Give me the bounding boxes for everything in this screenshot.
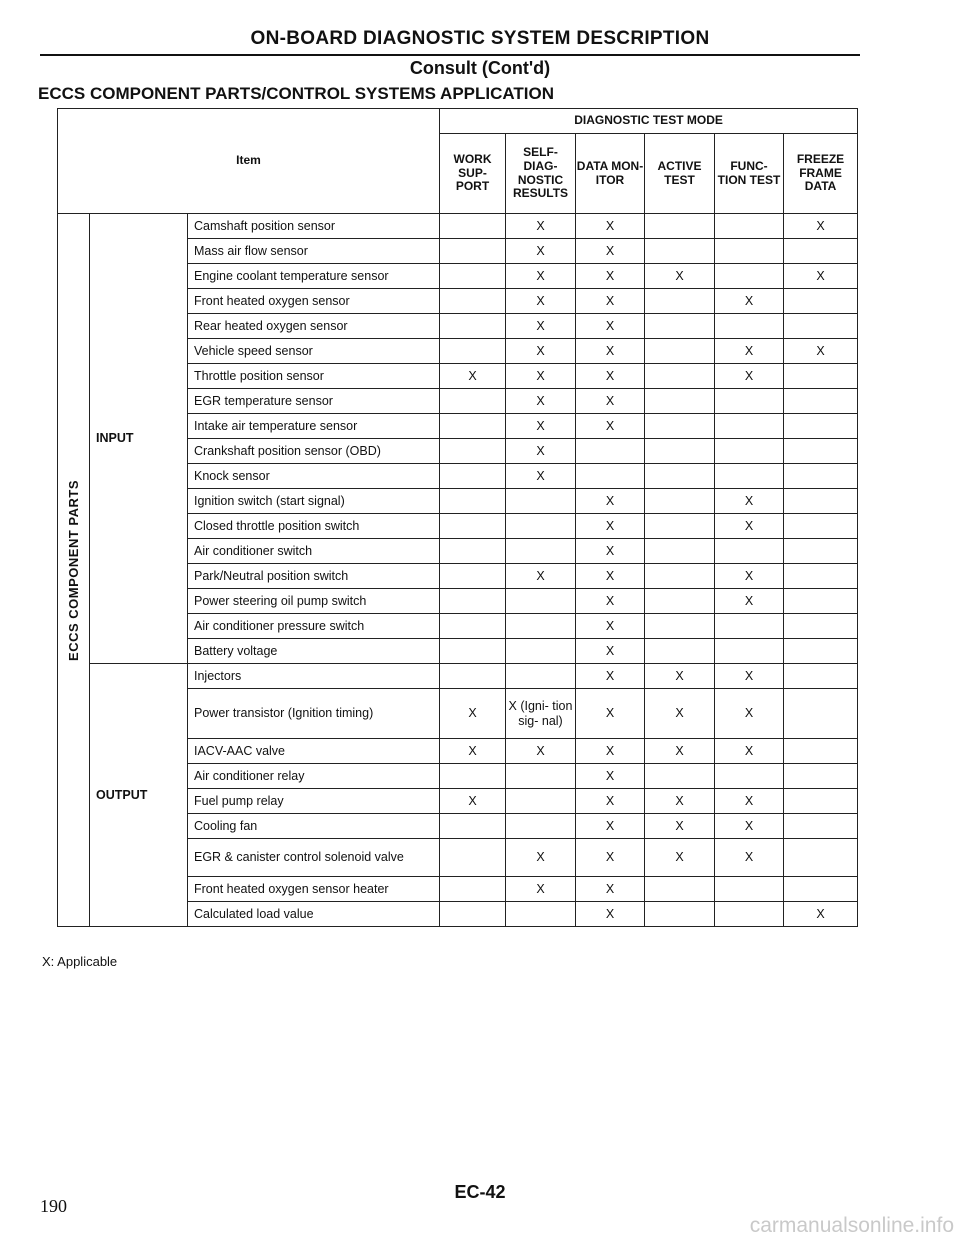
table-row [58,214,858,239]
mark-cell: X [506,877,576,902]
mark-cell [440,564,506,589]
mark-cell [645,364,715,389]
mark-cell [715,464,784,489]
mark-cell [645,902,715,927]
mark-cell: X [506,289,576,314]
mark-cell [784,814,858,839]
mark-cell [645,289,715,314]
item-name: Injectors [188,664,440,689]
item-name: Fuel pump relay [188,789,440,814]
mark-cell [440,877,506,902]
mark-cell: X [576,739,645,764]
mark-cell [784,877,858,902]
mode-header: DIAGNOSTIC TEST MODE [440,109,858,134]
mark-cell: X [576,289,645,314]
mark-cell [645,339,715,364]
mark-cell: X [784,902,858,927]
item-name: Air conditioner pressure switch [188,614,440,639]
mark-cell: X [506,314,576,339]
mark-cell: X [506,239,576,264]
mark-cell [784,839,858,877]
mark-cell: X [506,439,576,464]
mark-cell: X [576,314,645,339]
mark-cell [715,389,784,414]
mark-cell: X [576,489,645,514]
mark-cell: X [506,264,576,289]
group-label: INPUT [90,214,188,664]
item-name: Park/Neutral position switch [188,564,440,589]
mark-cell: X [506,414,576,439]
side-label: ECCS COMPONENT PARTS [65,479,81,661]
mark-cell: X (Igni- tion sig- nal) [506,689,576,739]
mark-cell [645,564,715,589]
mark-cell [440,264,506,289]
item-name: Camshaft position sensor [188,214,440,239]
mark-cell [645,489,715,514]
mark-cell: X [715,814,784,839]
mark-cell [506,814,576,839]
mark-cell: X [440,739,506,764]
mark-cell [645,414,715,439]
mark-cell [506,902,576,927]
mark-cell: X [506,214,576,239]
mark-cell [440,314,506,339]
mark-cell: X [645,264,715,289]
item-name: Air conditioner relay [188,764,440,789]
mark-cell: X [576,614,645,639]
mark-cell: X [506,564,576,589]
item-name: Intake air temperature sensor [188,414,440,439]
mark-cell: X [506,339,576,364]
mark-cell: X [576,664,645,689]
mark-cell: X [576,214,645,239]
column-header: DATA MON- ITOR [576,134,645,214]
page-number: 190 [40,1196,67,1216]
mark-cell: X [576,789,645,814]
item-name: Power transistor (Ignition timing) [188,689,440,739]
mark-cell [715,764,784,789]
mark-cell [506,489,576,514]
mark-cell [440,614,506,639]
mark-cell [440,839,506,877]
mark-cell: X [576,639,645,664]
item-name: Knock sensor [188,464,440,489]
mark-cell [506,589,576,614]
mark-cell: X [715,564,784,589]
mark-cell [715,239,784,264]
group-label: OUTPUT [90,664,188,927]
table-row [58,664,858,689]
mark-cell [784,789,858,814]
mark-cell: X [784,214,858,239]
mark-cell [715,639,784,664]
column-header: WORK SUP- PORT [440,134,506,214]
mark-cell: X [506,364,576,389]
mark-cell: X [576,564,645,589]
mark-cell [784,314,858,339]
mark-cell [784,439,858,464]
mark-cell: X [506,389,576,414]
mark-cell: X [440,689,506,739]
mark-cell [440,214,506,239]
title-rule [40,54,860,56]
mark-cell [784,739,858,764]
mark-cell [784,389,858,414]
mark-cell: X [645,689,715,739]
mark-cell: X [576,814,645,839]
column-header: SELF- DIAG- NOSTIC RESULTS [506,134,576,214]
mark-cell [440,589,506,614]
mark-cell [506,664,576,689]
mark-cell [645,239,715,264]
mark-cell [784,514,858,539]
item-name: Power steering oil pump switch [188,589,440,614]
mark-cell [440,339,506,364]
mark-cell: X [576,414,645,439]
mark-cell [784,464,858,489]
mark-cell: X [576,764,645,789]
mark-cell [440,464,506,489]
column-header: FUNC- TION TEST [715,134,784,214]
mark-cell [784,414,858,439]
mark-cell [440,389,506,414]
mark-cell [715,439,784,464]
mark-cell [645,877,715,902]
mark-cell [506,514,576,539]
table-body [58,214,858,927]
mark-cell [784,289,858,314]
item-name: Air conditioner switch [188,539,440,564]
side-label-cell [58,214,90,927]
mark-cell: X [784,264,858,289]
mark-cell [645,514,715,539]
mark-cell: X [576,589,645,614]
mark-cell [645,389,715,414]
item-name: Ignition switch (start signal) [188,489,440,514]
mark-cell: X [715,364,784,389]
mark-cell: X [576,877,645,902]
mark-cell: X [715,589,784,614]
mark-cell [784,664,858,689]
diagnostic-table-container [57,108,857,927]
mark-cell: X [576,364,645,389]
mark-cell: X [576,539,645,564]
mark-cell [645,614,715,639]
page-code: EC-42 [454,1182,506,1202]
item-header: Item [58,109,440,214]
mark-cell [440,289,506,314]
mark-cell: X [645,814,715,839]
mark-cell [440,902,506,927]
mark-cell [576,464,645,489]
mark-cell [784,689,858,739]
mark-cell [440,764,506,789]
mark-cell: X [576,389,645,414]
mark-cell: X [506,839,576,877]
column-header: ACTIVE TEST [645,134,715,214]
mark-cell [645,439,715,464]
item-name: Vehicle speed sensor [188,339,440,364]
mark-cell [440,664,506,689]
mark-cell: X [715,664,784,689]
mark-cell [440,514,506,539]
mark-cell [645,314,715,339]
item-name: Front heated oxygen sensor heater [188,877,440,902]
mark-cell: X [645,789,715,814]
mark-cell [715,414,784,439]
mark-cell [440,489,506,514]
mark-cell: X [576,902,645,927]
page-subtitle: Consult (Cont'd) [409,58,551,78]
mark-cell [784,564,858,589]
item-name: Mass air flow sensor [188,239,440,264]
mark-cell [645,464,715,489]
item-name: Front heated oxygen sensor [188,289,440,314]
item-name: Rear heated oxygen sensor [188,314,440,339]
mark-cell: X [576,264,645,289]
item-name: Engine coolant temperature sensor [188,264,440,289]
mark-cell: X [715,739,784,764]
mark-cell: X [440,364,506,389]
mark-cell [440,414,506,439]
mark-cell: X [715,339,784,364]
diagnostic-table [57,108,858,927]
item-name: Closed throttle position switch [188,514,440,539]
mark-cell: X [645,664,715,689]
mark-cell: X [715,839,784,877]
mark-cell: X [576,839,645,877]
mark-cell [440,239,506,264]
mark-cell [440,439,506,464]
item-name: Throttle position sensor [188,364,440,389]
legend: X: Applicable [42,954,118,969]
mark-cell: X [715,689,784,739]
item-name: EGR & canister control solenoid valve [188,839,440,877]
item-name: Battery voltage [188,639,440,664]
section-title: ECCS COMPONENT PARTS/CONTROL SYSTEMS APPLICATION [38,84,555,103]
mark-cell [645,589,715,614]
mark-cell: X [506,739,576,764]
mark-cell: X [576,514,645,539]
mark-cell: X [576,239,645,264]
item-name: EGR temperature sensor [188,389,440,414]
item-name: Cooling fan [188,814,440,839]
mark-cell [784,539,858,564]
mark-cell [715,264,784,289]
mark-cell: X [715,489,784,514]
mark-cell [715,614,784,639]
mark-cell [440,814,506,839]
mark-cell [645,539,715,564]
mark-cell [784,489,858,514]
mark-cell [645,764,715,789]
mark-cell: X [645,839,715,877]
mark-cell: X [506,464,576,489]
mark-cell [506,539,576,564]
mark-cell: X [784,339,858,364]
mark-cell: X [715,289,784,314]
mark-cell [784,239,858,264]
mark-cell: X [645,739,715,764]
mark-cell [506,614,576,639]
mark-cell [715,314,784,339]
mark-cell [506,639,576,664]
mark-cell [576,439,645,464]
mark-cell [784,639,858,664]
mark-cell [645,639,715,664]
mark-cell [645,214,715,239]
mark-cell [715,214,784,239]
mark-cell [784,364,858,389]
mark-cell: X [715,514,784,539]
mark-cell: X [576,339,645,364]
item-name: Crankshaft position sensor (OBD) [188,439,440,464]
mark-cell [440,639,506,664]
mark-cell [784,614,858,639]
mark-cell [784,589,858,614]
column-header: FREEZE FRAME DATA [784,134,858,214]
mark-cell [440,539,506,564]
mark-cell: X [715,789,784,814]
item-name: IACV-AAC valve [188,739,440,764]
mark-cell: X [576,689,645,739]
watermark: carmanualsonline.info [749,1214,954,1237]
mark-cell [784,764,858,789]
mark-cell [506,764,576,789]
mark-cell [506,789,576,814]
page-title: ON-BOARD DIAGNOSTIC SYSTEM DESCRIPTION [250,28,710,49]
mark-cell [715,539,784,564]
item-name: Calculated load value [188,902,440,927]
mark-cell [715,902,784,927]
mark-cell: X [440,789,506,814]
mark-cell [715,877,784,902]
